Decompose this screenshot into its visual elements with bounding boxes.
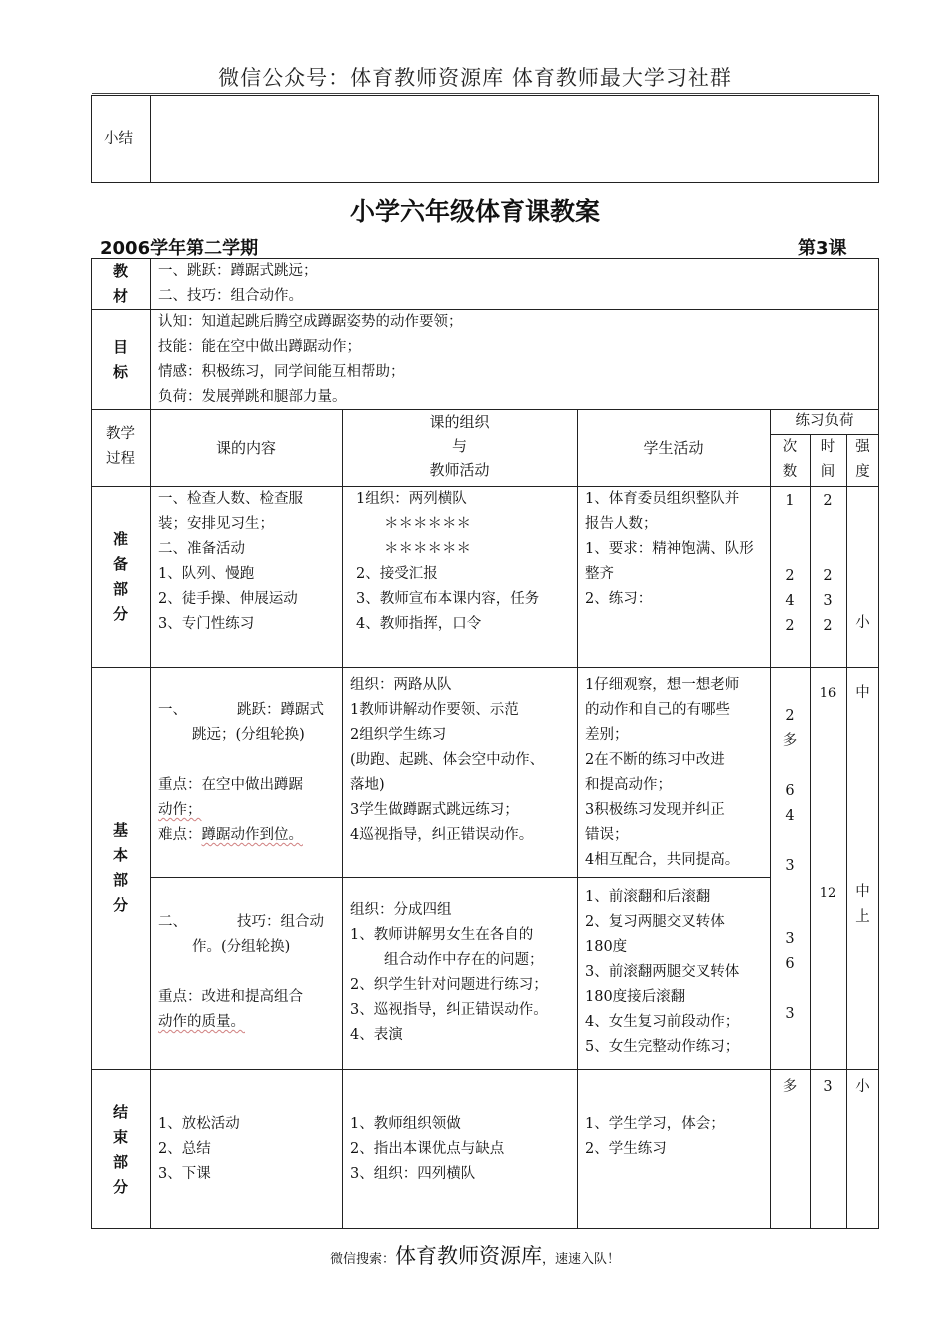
prep-duration: 2 2 3 2 (823, 493, 833, 634)
goals-label: 目 标 (112, 338, 128, 381)
basic-jump-student-activity: 1仔细观察，想一想老师 的动作和自己的有哪些 差别； 2在不断的练习中改进 和提高动作； 3积极练习发现并纠正 错误； 4相互配合，共同提高。 (585, 677, 740, 868)
prep-content: 一、检查人数、检查服 装；安排见习生； 二、准备活动 1、队列、慢跑 2、徒手操、伸展运动 3、专门性练习 (158, 491, 303, 632)
basic-skill-times: 3 6 3 (785, 931, 795, 1022)
header-duration: 时 间 (820, 439, 836, 480)
lesson-number: 第3课 (798, 238, 847, 259)
ending-times: 多 (782, 1079, 798, 1095)
basic-skill-intensity: 中 上 (855, 884, 870, 925)
basic-skill-student-activity: 1、前滚翻和后滚翻 2、复习两腿交叉转体 180度 3、前滚翻两腿交叉转体 180度接后滚翻 4、女生复习前段动作； 5、女生完整动作练习； (585, 889, 740, 1055)
footer-suffix: ，速速入队！ (542, 1252, 621, 1267)
header-times: 次 数 (782, 439, 798, 480)
prep-organization: 1组织：两列横队 ＊＊＊＊＊＊ ＊＊＊＊＊＊ 2、接受汇报 3、教师宣布本课内容，任务 4、教师指挥，口令 (356, 491, 540, 632)
ending-label: 结 束 部 分 (112, 1103, 128, 1196)
row-divider (150, 877, 770, 878)
footer-prefix: 微信搜索： (329, 1252, 395, 1267)
header-intensity: 强 度 (855, 439, 870, 480)
summary-divider (150, 96, 151, 182)
row-divider (91, 1069, 879, 1070)
ending-duration: 3 (823, 1079, 833, 1095)
header-load: 练习负荷 (795, 413, 854, 429)
basic-skill-content: 二、 技巧：组合动 作。(分组轮换) 重点：改进和提高组合 动作的质量。 (158, 914, 324, 1030)
prep-student-activity: 1、体育委员组织整队并 报告人数； 1、要求：精神饱满、队形 整齐 2、练习： (585, 491, 754, 607)
col-divider (846, 434, 847, 1229)
prep-label: 准 备 部 分 (112, 530, 128, 623)
ending-content: 1、放松活动 2、总结 3、下课 (158, 1116, 240, 1182)
header-student-activity: 学生活动 (643, 439, 704, 457)
basic-jump-content: 一、 跳跃：蹲踞式 跳远；(分组轮换) 重点：在空中做出蹲踞 动作； 难点：蹲踞动作到位。 (158, 702, 324, 843)
basic-jump-intensity: 中 (855, 685, 870, 701)
header-rule (92, 93, 870, 94)
ending-organization: 1、教师组织领做 2、指出本课优点与缺点 3、组织：四列横队 (350, 1116, 505, 1182)
material-label: 教 材 (112, 262, 128, 305)
basic-jump-organization: 组织：两路从队 1教师讲解动作要领、示范 2组织学生练习 (助跑、起跳、体会空中动作、 落地) 3学生做蹲踞式跳远练习； 4巡视指导，纠正错误动作。 (350, 677, 545, 843)
goals-content: 认知：知道起跳后腾空成蹲踞姿势的动作要领； 技能：能在空中做出蹲踞动作； 情感：积极练习，同学间能互相帮助； 负荷：发展弹跳和腿部力量。 (158, 314, 463, 405)
material-content: 一、跳跃：蹲踞式跳远； 二、技巧：组合动作。 (158, 263, 318, 304)
basic-skill-duration: 12 (819, 886, 837, 901)
ending-student-activity: 1、学生学习，体会； 2、学生练习 (585, 1116, 725, 1157)
col-divider (342, 409, 343, 1229)
row-divider (91, 667, 879, 668)
col-divider (577, 409, 578, 1229)
header-organization: 课的组织 与 教师活动 (429, 413, 490, 479)
basic-jump-duration: 16 (819, 686, 837, 701)
header-process: 教学 过程 (106, 426, 135, 467)
basic-skill-organization: 组织：分成四组 1、教师讲解男女生在各自的 组合动作中存在的问题； 2、织学生针对问题进行练习； 3、巡视指导，纠正错误动作。 4、表演 (350, 902, 548, 1043)
term-label: 2006学年第二学期 (100, 238, 259, 259)
prep-times: 1 2 4 2 (785, 493, 795, 634)
summary-label: 小结 (104, 131, 133, 147)
ending-intensity: 小 (855, 1079, 870, 1095)
summary-box (91, 95, 879, 183)
header-content: 课的内容 (215, 439, 276, 457)
header-watermark: 微信公众号：体育教师资源库 体育教师最大学习社群 (218, 66, 732, 90)
basic-label: 基 本 部 分 (112, 821, 128, 914)
page-title: 小学六年级体育课教案 (349, 197, 600, 226)
basic-jump-times: 2 多 6 4 3 (782, 708, 798, 874)
footer-name: 体育教师资源库 (395, 1244, 542, 1268)
prep-intensity: 小 (855, 615, 870, 631)
footer (0, 1240, 950, 1270)
col-divider (150, 258, 151, 1229)
